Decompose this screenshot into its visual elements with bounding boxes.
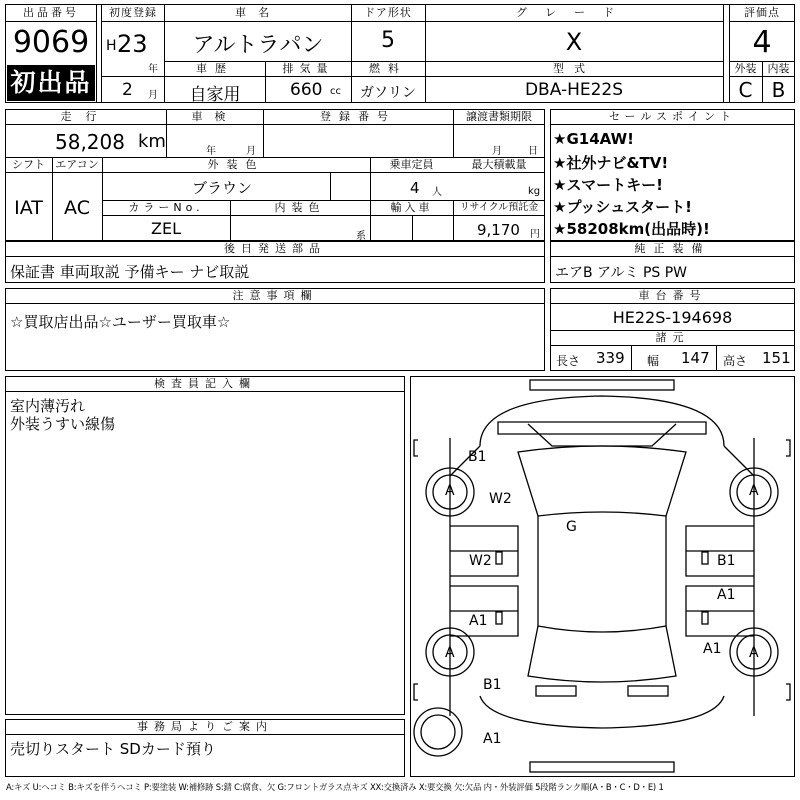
displacement-label: 排気量 bbox=[282, 62, 334, 75]
color-no: ZEL bbox=[151, 219, 181, 238]
sales-point-item: ★58208km(出品時)! bbox=[553, 220, 710, 238]
specs-label: 諸元 bbox=[655, 331, 690, 344]
equipment-label: 純正装備 bbox=[634, 242, 711, 255]
load-label: 最大積載量 bbox=[471, 158, 527, 171]
insp-year-unit: 年 bbox=[206, 146, 216, 157]
office-text: 売切りスタート SDカード預り bbox=[10, 740, 216, 758]
sales-points-label: セールスポイント bbox=[608, 110, 736, 123]
recycle-unit: 円 bbox=[530, 229, 540, 240]
lot-label: 出品番号 bbox=[23, 6, 79, 19]
displacement-unit: cc bbox=[330, 86, 341, 97]
height-label: 高さ bbox=[723, 354, 748, 368]
era: H bbox=[106, 38, 117, 54]
sales-point-item: ★スマートキー! bbox=[553, 176, 663, 194]
car-name-label: 車名 bbox=[235, 6, 281, 19]
transfer-day-unit: 日 bbox=[528, 146, 538, 157]
car-history: 自家用 bbox=[189, 85, 241, 105]
damage-mark: A bbox=[749, 645, 759, 661]
ext-grade-label: 外装 bbox=[734, 62, 757, 75]
fuel-label: 燃料 bbox=[369, 62, 407, 75]
grade-label: グレード bbox=[516, 6, 632, 19]
score: 4 bbox=[752, 25, 772, 60]
office-label: 事務局よりご案内 bbox=[137, 720, 273, 733]
air-con: AC bbox=[64, 197, 90, 219]
inspection-label: 車検 bbox=[191, 110, 238, 123]
capacity-label: 乗車定員 bbox=[389, 158, 434, 171]
damage-diagram bbox=[410, 376, 795, 777]
inspector-note: 室内薄汚れ bbox=[10, 397, 86, 415]
shift: IAT bbox=[14, 197, 43, 219]
legend-text: A:キズ U:ヘコミ B:キズを伴うヘコミ P:要塗装 W:補修跡 S:錆 C:腐食、欠 G:フロントガラス点キズ XX:交換済み X:要交換 欠:欠品 内・外装評価 5段階ランク順(A・B・C・D・E) 1 bbox=[6, 782, 664, 792]
mileage: 58,208 bbox=[55, 130, 125, 154]
door-label: ドア形状 bbox=[364, 6, 412, 19]
damage-mark: A1 bbox=[703, 641, 722, 657]
later-parts-text: 保証書 車両取説 予備キー ナビ取説 bbox=[10, 263, 250, 281]
fuel: ガソリン bbox=[360, 85, 416, 101]
model-code: DBA-HE22S bbox=[524, 80, 624, 100]
grade: X bbox=[565, 28, 583, 56]
door-type: 5 bbox=[381, 28, 395, 53]
mileage-label: 走行 bbox=[60, 110, 111, 123]
sales-point-item: ★社外ナビ&TV! bbox=[553, 154, 669, 172]
int-grade: B bbox=[771, 78, 786, 102]
damage-mark: G bbox=[566, 519, 577, 535]
recycle-deposit: 9,170 bbox=[477, 221, 520, 239]
damage-mark: A bbox=[445, 645, 455, 661]
mileage-unit: km bbox=[138, 131, 166, 152]
height: 151 bbox=[762, 349, 791, 367]
inspector-note: 外装うすい線傷 bbox=[10, 415, 116, 433]
ext-grade: C bbox=[738, 78, 753, 102]
ac-label: エアコン bbox=[55, 158, 99, 171]
year: 23 bbox=[117, 30, 148, 58]
later-parts-label: 後日発送部品 bbox=[224, 242, 326, 255]
score-label: 評価点 bbox=[744, 6, 780, 19]
capacity-unit: 人 bbox=[432, 187, 442, 198]
month-unit: 月 bbox=[148, 90, 158, 101]
notes-label: 注意事項欄 bbox=[232, 289, 318, 302]
damage-mark: W2 bbox=[469, 553, 492, 569]
length-label: 長さ bbox=[556, 354, 581, 368]
model-label: 型式 bbox=[553, 62, 595, 75]
ext-color: ブラウン bbox=[191, 179, 252, 197]
shift-label: シフト bbox=[12, 158, 45, 171]
load-unit: kg bbox=[528, 186, 541, 197]
damage-mark: B1 bbox=[483, 677, 502, 693]
notes-text: ☆買取店出品☆ユーザー買取車☆ bbox=[10, 313, 231, 331]
damage-mark: A1 bbox=[717, 587, 736, 603]
width-label: 幅 bbox=[647, 354, 660, 368]
transfer-month-unit: 月 bbox=[492, 146, 502, 157]
lot-number: 9069 bbox=[12, 25, 90, 60]
history-label: 車歴 bbox=[196, 62, 234, 75]
details-section bbox=[5, 109, 545, 241]
damage-mark: B1 bbox=[717, 553, 736, 569]
int-grade-label: 内装 bbox=[767, 62, 790, 75]
year-unit: 年 bbox=[148, 64, 158, 75]
month: 2 bbox=[122, 80, 133, 100]
int-color-unit: 系 bbox=[356, 231, 366, 242]
equipment-text: エアB アルミ PS PW bbox=[555, 265, 688, 281]
capacity: 4 bbox=[410, 179, 420, 197]
chassis-number: HE22S-194698 bbox=[612, 308, 733, 327]
damage-mark: A bbox=[749, 483, 759, 499]
damage-mark: A1 bbox=[483, 731, 502, 747]
first-reg-label: 初度登録 bbox=[109, 6, 157, 19]
transfer-label: 譲渡書類期限 bbox=[466, 110, 532, 123]
inspector-label: 検査員記入欄 bbox=[154, 377, 256, 390]
car-diagram-svg bbox=[410, 376, 795, 777]
damage-mark: B1 bbox=[468, 449, 487, 465]
damage-mark: A1 bbox=[469, 613, 488, 629]
displacement: 660 bbox=[290, 80, 323, 100]
import-label: 輸入車 bbox=[390, 201, 433, 214]
car-name: アルトラパン bbox=[192, 33, 324, 58]
ext-color-label: 外装色 bbox=[207, 158, 265, 171]
color-no-label: カラーNo. bbox=[128, 201, 204, 214]
chassis-label: 車台番号 bbox=[638, 289, 707, 302]
damage-mark: W2 bbox=[489, 491, 512, 507]
recycle-label: リサイクル預託金 bbox=[459, 202, 539, 213]
int-color-label: 内装色 bbox=[274, 201, 326, 214]
insp-month-unit: 月 bbox=[246, 146, 256, 157]
reg-no-label: 登録番号 bbox=[320, 110, 396, 123]
sales-point-item: ★プッシュスタート! bbox=[553, 198, 692, 216]
damage-mark: A bbox=[445, 483, 455, 499]
length: 339 bbox=[596, 349, 625, 367]
first-time-badge: 初出品 bbox=[7, 65, 95, 101]
width: 147 bbox=[681, 349, 710, 367]
sales-point-item: ★G14AW! bbox=[553, 130, 634, 148]
